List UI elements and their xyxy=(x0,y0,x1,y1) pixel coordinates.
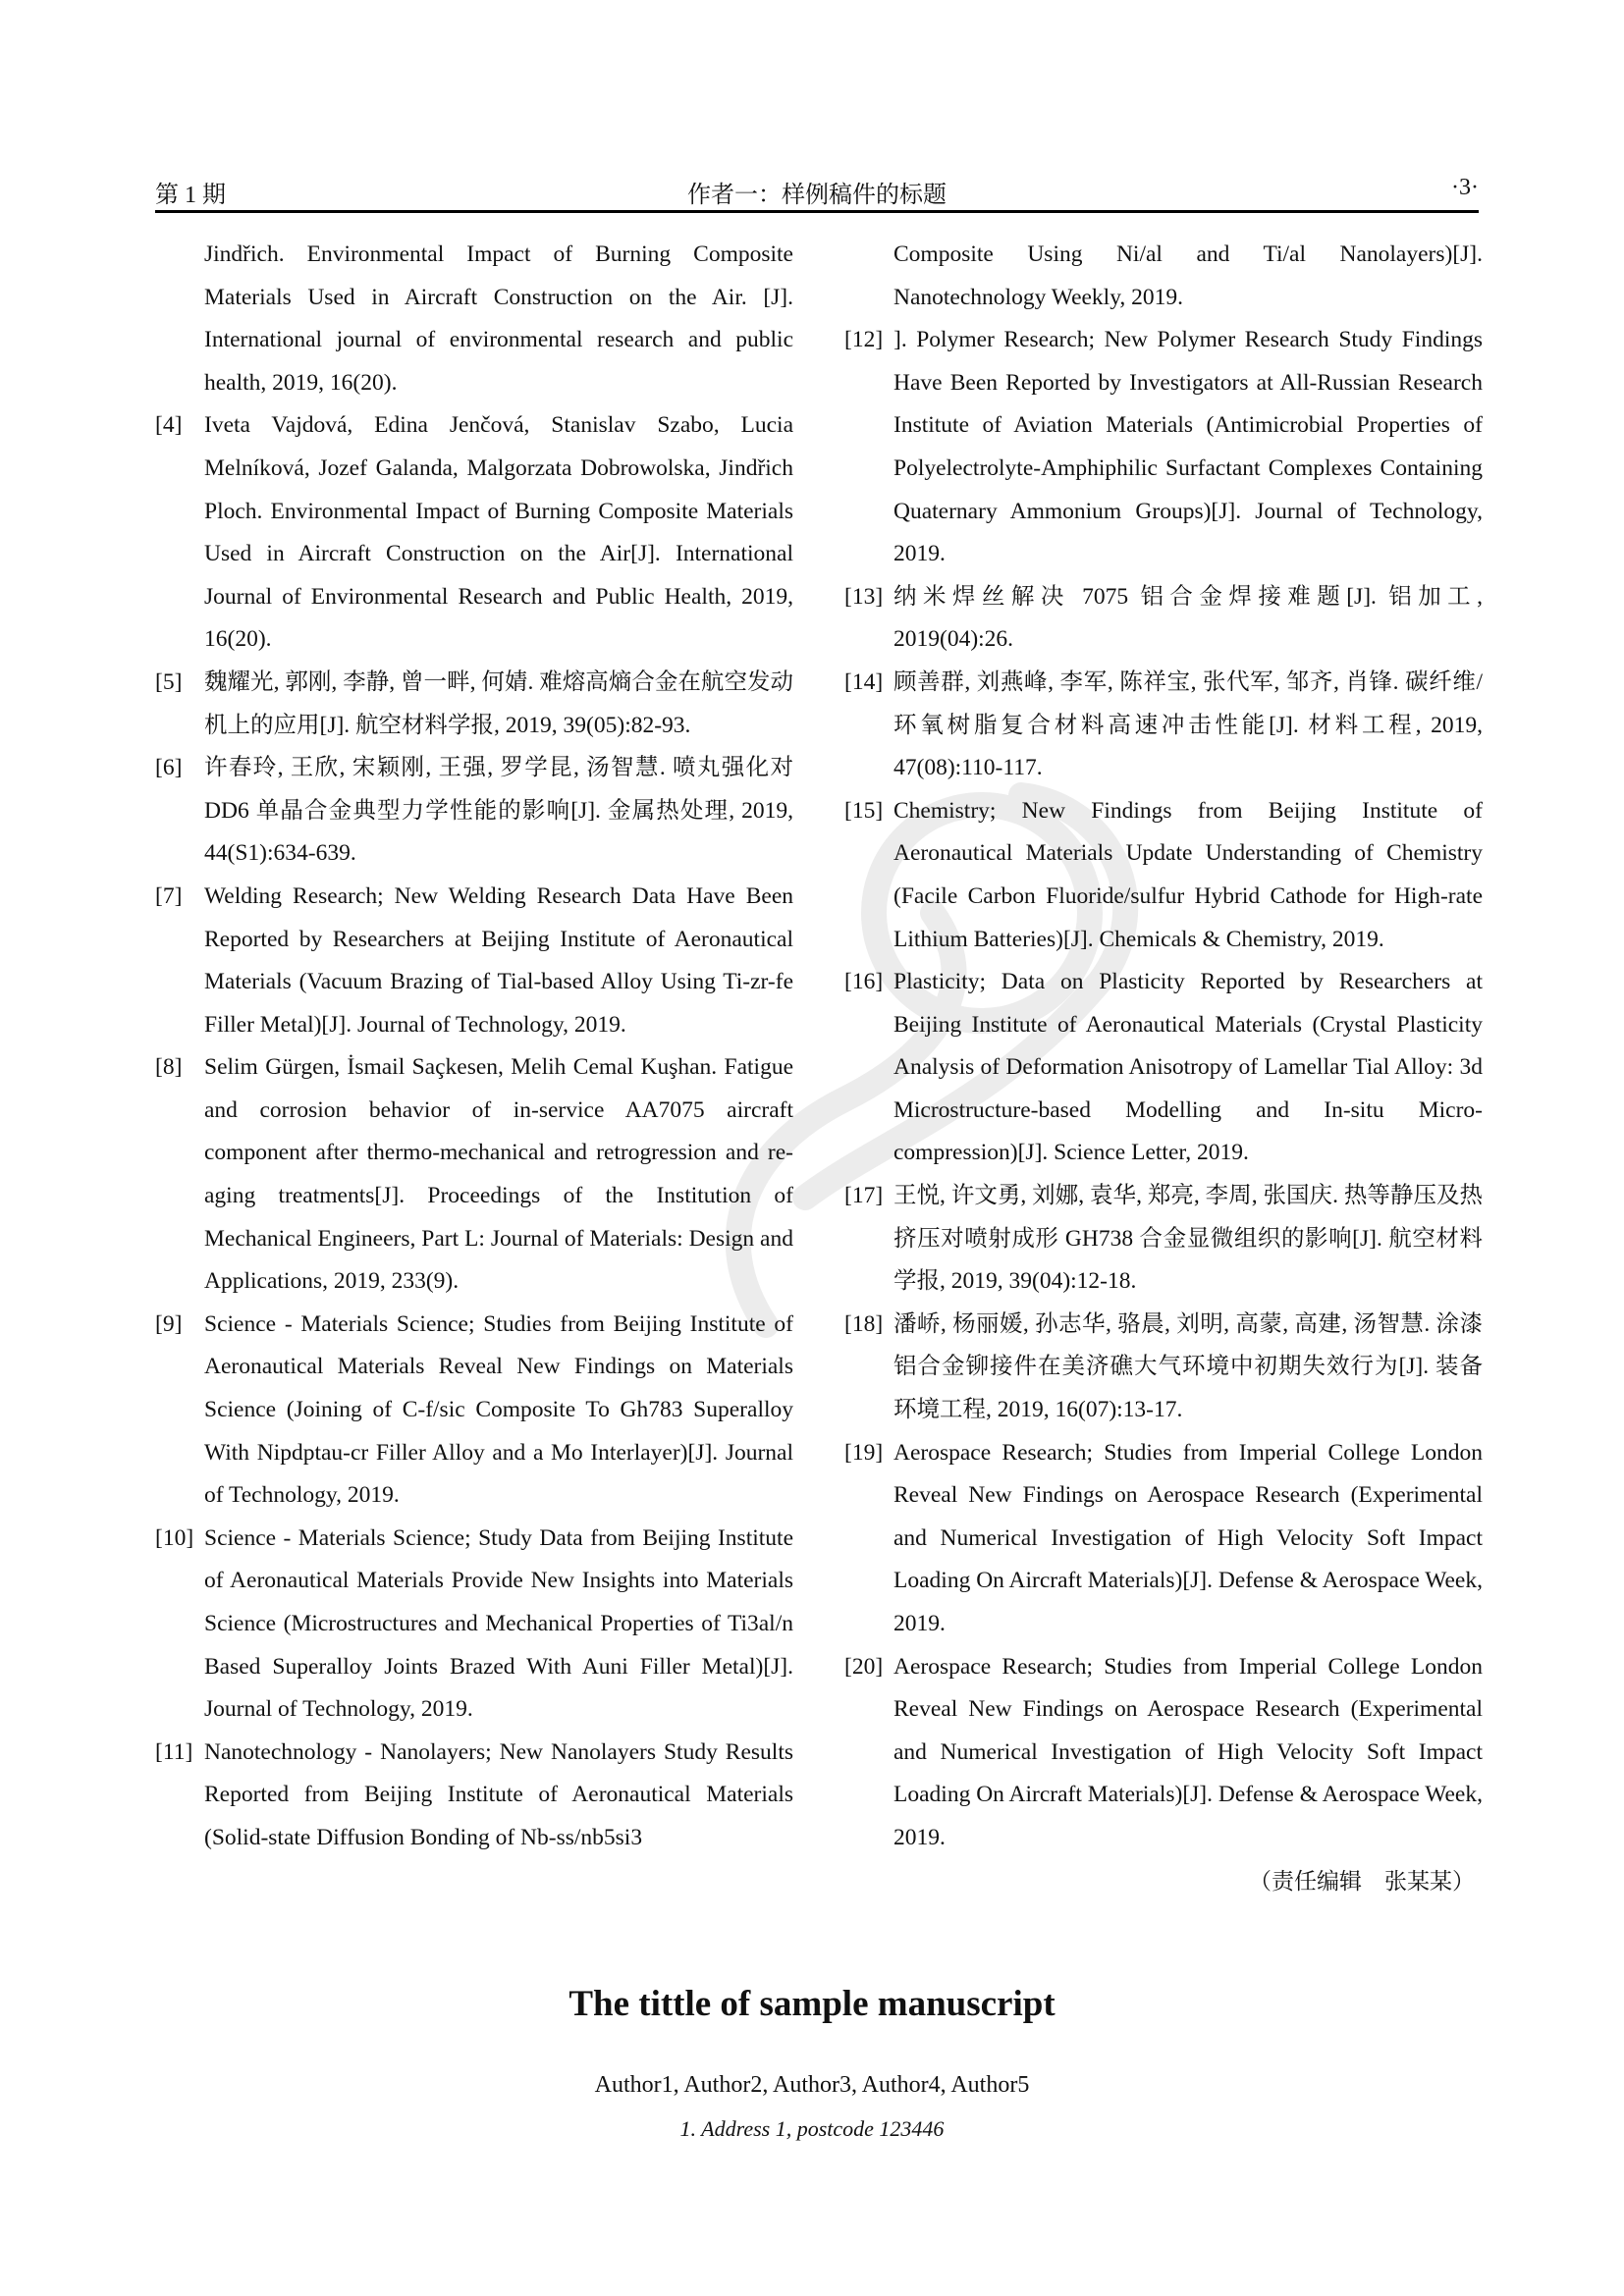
reference-text: 潘峤, 杨丽媛, 孙志华, 骆晨, 刘明, 高蒙, 高建, 汤智慧. 涂漆铝合金铆接件在美济礁大气环境中初期失效行为[J]. 装备环境工程, 2019, 16(07):13-17. xyxy=(893,1310,1483,1423)
reference-text: 王悦, 许文勇, 刘娜, 袁华, 郑亮, 李周, 张国庆. 热等静压及热挤压对喷射成形 GH738 合金显微组织的影响[J]. 航空材料学报, 2019, 39(04):12-18. xyxy=(893,1183,1483,1295)
reference-number: [5] xyxy=(155,668,183,695)
reference-item xyxy=(155,662,793,747)
running-title: 作者一：样例稿件的标题 xyxy=(687,183,947,208)
reference-number: [12] xyxy=(844,327,884,353)
reference-number: [15] xyxy=(844,797,884,824)
reference-text: Science - Materials Science; Study Data from Beijing Institute of Aeronautical Materials Provide New Insights into Materials Science (Microstructures and Mechanical Properties of Ti3al/n Based Superalloy Joints Brazed With Auni Filler Metal)[J]. Journal of Technology, 2019. xyxy=(204,1524,793,1723)
reference-text: Composite Using Ni/al and Ti/al Nanolayers)[J]. Nanotechnology Weekly, 2019. xyxy=(893,241,1483,310)
reference-text: Chemistry; New Findings from Beijing Institute of Aeronautical Materials Update Understanding of Chemistry (Facile Carbon Fluoride/sulfur Hybrid Cathode for High-rate Lithium Batteries)[J]. Chemicals & Chemistry, 2019. xyxy=(893,797,1483,952)
reference-text: Aerospace Research; Studies from Imperial College London Reveal New Findings on Aerospace Research (Experimental and Numerical Investigation of High Velocity Soft Impact Loading On Aircraft Materials)[J]. Defense & Aerospace Week, 2019. xyxy=(893,1439,1483,1636)
reference-item xyxy=(844,790,1483,961)
reference-item xyxy=(844,1432,1483,1646)
reference-item xyxy=(844,662,1483,790)
reference-text: Science - Materials Science; Studies from Beijing Institute of Aeronautical Materials Reveal New Findings on Materials Science (Joining of C-f/sic Composite To Gh783 Superalloy With Nipdptau-cr Filler Alloy and a Mo Interlayer)[J]. Journal of Technology, 2019. xyxy=(204,1310,793,1509)
english-address: 1. Address 1, postcode 123446 xyxy=(679,2116,945,2141)
reference-number: [14] xyxy=(844,668,884,695)
reference-item xyxy=(155,1518,793,1732)
reference-number: [8] xyxy=(155,1054,183,1081)
running-header xyxy=(155,175,1479,210)
reference-number: [6] xyxy=(155,755,183,781)
reference-item xyxy=(844,1304,1483,1432)
reference-text: Jindřich. Environmental Impact of Burning Composite Materials Used in Aircraft Construction on the Air. [J]. International journal of environmental research and public health, 2019, 16(20). xyxy=(204,241,793,396)
reference-number: [18] xyxy=(844,1310,884,1337)
reference-number: [16] xyxy=(844,969,884,995)
reference-item xyxy=(155,747,793,876)
reference-number: [20] xyxy=(844,1653,884,1680)
reference-item xyxy=(155,876,793,1046)
reference-number: [9] xyxy=(155,1310,183,1337)
references-left-column xyxy=(155,234,793,1860)
reference-number: [11] xyxy=(155,1738,193,1765)
reference-item xyxy=(844,1646,1483,1860)
reference-text: ]. Polymer Research; New Polymer Research Study Findings Have Been Reported by Investigators at All-Russian Research Institute of Aviation Materials (Antimicrobial Properties of Polyelectrolyte-Amphiphilic Surfactant Complexes Containing Quaternary Ammonium Groups)[J]. Journal of Technology, 2019. xyxy=(893,327,1483,567)
reference-text: 魏耀光, 郭刚, 李静, 曾一畔, 何婧. 难熔高熵合金在航空发动机上的应用[J]. 航空材料学报, 2019, 39(05):82-93. xyxy=(204,668,793,738)
reference-number: [13] xyxy=(844,583,884,610)
header-rule xyxy=(155,210,1479,213)
reference-number: [19] xyxy=(844,1439,884,1466)
references-right-column xyxy=(844,234,1483,1902)
reference-item xyxy=(155,234,793,404)
reference-number: [7] xyxy=(155,882,183,909)
reference-item xyxy=(155,404,793,662)
english-title: The tittle of sample manuscript xyxy=(568,1984,1056,2024)
reference-text: 许春玲, 王欣, 宋颖刚, 王强, 罗学昆, 汤智慧. 喷丸强化对 DD6 单晶合金典型力学性能的影响[J]. 金属热处理, 2019, 44(S1):634-639. xyxy=(204,755,793,867)
reference-item xyxy=(844,576,1483,662)
reference-text: Aerospace Research; Studies from Imperial College London Reveal New Findings on Aerospace Research (Experimental and Numerical Investigation of High Velocity Soft Impact Loading On Aircraft Materials)[J]. Defense & Aerospace Week, 2019. xyxy=(893,1653,1483,1850)
reference-text: Iveta Vajdová, Edina Jenčová, Stanislav Szabo, Lucia Melníková, Jozef Galanda, Malgorzata Dobrowolska, Jindřich Ploch. Environmental Impact of Burning Composite Materials Used in Aircraft Construction on the Air[J]. International Journal of Environmental Research and Public Health, 2019, 16(20). xyxy=(204,412,793,653)
reference-item xyxy=(844,1175,1483,1304)
reference-number: [17] xyxy=(844,1183,884,1209)
reference-item xyxy=(844,234,1483,319)
reference-item xyxy=(155,1304,793,1518)
reference-text: Selim Gürgen, İsmail Saçkesen, Melih Cemal Kuşhan. Fatigue and corrosion behavior of in-service AA7075 aircraft component after thermo-mechanical and retrogression and re-aging treatments[J]. Proceedings of the Institution of Mechanical Engineers, Part L: Journal of Materials: Design and Applications, 2019, 233(9). xyxy=(204,1054,793,1295)
reference-text: 顾善群, 刘燕峰, 李军, 陈祥宝, 张代军, 邹齐, 肖锋. 碳纤维/环氧树脂复合材料高速冲击性能[J]. 材料工程, 2019, 47(08):110-117. xyxy=(893,668,1483,781)
page-number: ·3· xyxy=(1451,175,1479,200)
reference-item xyxy=(844,319,1483,576)
reference-text: 纳米焊丝解决 7075 铝合金焊接难题[J]. 铝加工, 2019(04):26. xyxy=(893,583,1483,653)
reference-item xyxy=(844,961,1483,1175)
reference-number: [4] xyxy=(155,412,183,439)
reference-text: Welding Research; New Welding Research Data Have Been Reported by Researchers at Beijing Institute of Aeronautical Materials (Vacuum Brazing of Tial-based Alloy Using Ti-zr-fe Filler Metal)[J]. Journal of Technology, 2019. xyxy=(204,882,793,1038)
reference-text: Nanotechnology - Nanolayers; New Nanolayers Study Results Reported from Beijing Institute of Aeronautical Materials (Solid-state Diffusion Bonding of Nb-ss/nb5si3 xyxy=(204,1738,793,1850)
reference-number: [10] xyxy=(155,1524,194,1551)
reference-item xyxy=(155,1732,793,1860)
reference-item xyxy=(155,1046,793,1304)
reference-text: Plasticity; Data on Plasticity Reported by Researchers at Beijing Institute of Aeronautical Materials (Crystal Plasticity Analysis of Deformation Anisotropy of Lamellar Tial Alloy: 3d Microstructure-based Modelling and In-situ Micro-compression)[J]. Science Letter, 2019. xyxy=(893,969,1483,1166)
editor-note: （责任编辑 张某某） xyxy=(1249,1868,1475,1894)
english-authors: Author1, Author2, Author3, Author4, Author5 xyxy=(594,2072,1030,2098)
issue-label: 第 1 期 xyxy=(155,183,226,208)
